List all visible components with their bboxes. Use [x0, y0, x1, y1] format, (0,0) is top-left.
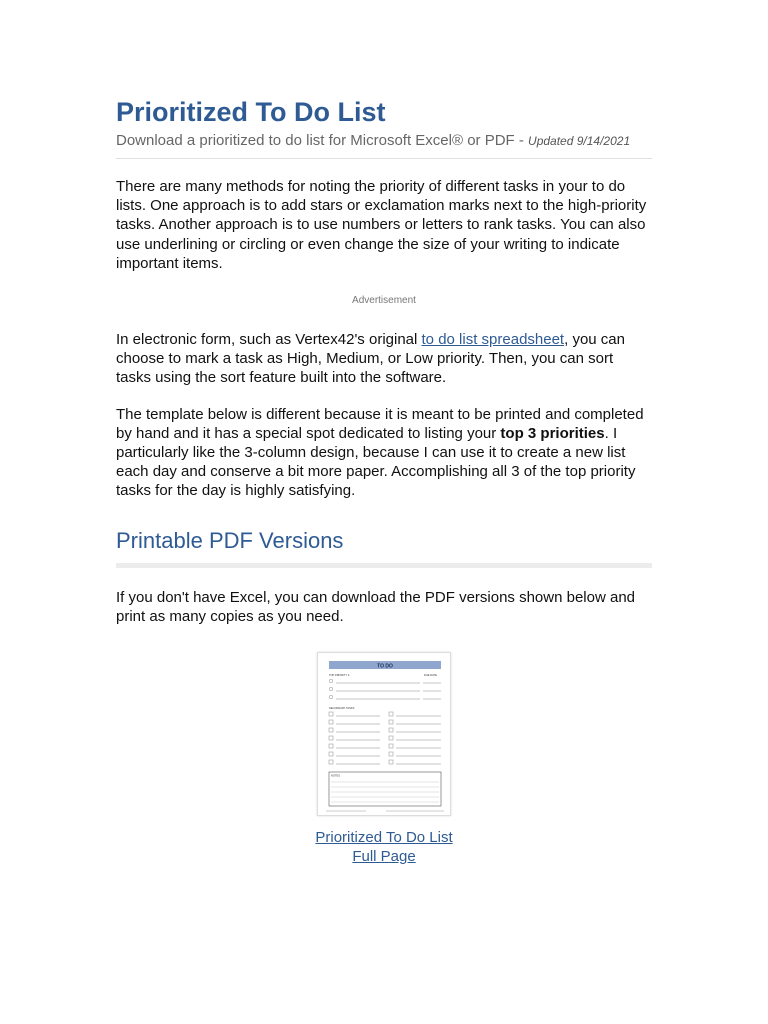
p3-text-before: The template below is different because it is meant to be printed and completed by hand and it has a special spot dedicated to listing your	[116, 405, 644, 442]
thumb-notes-box	[329, 772, 441, 806]
section-heading-pdf: Printable PDF Versions	[116, 527, 652, 568]
thumb-top-rows	[329, 679, 441, 699]
article	[116, 96, 652, 866]
pdf-thumbnail-link[interactable]	[317, 652, 451, 816]
thumb-notes-lines	[331, 782, 439, 802]
page-subtitle	[116, 130, 652, 159]
pdf-thumbnail-image	[318, 653, 450, 815]
p2-text-before: In electronic form, such as Vertex42's original	[116, 331, 422, 349]
thumb-title: TO DO	[377, 663, 393, 670]
pdf-figure	[116, 652, 652, 866]
intro-paragraph-1: There are many methods for noting the priority of different tasks in your to do lists. One approach is to add stars or exclamation marks next to the high-priority tasks. Another approach is to use numbers or letters to rank tasks. You can also use underlining or circling or even change the size of your writing to indicate important items.	[116, 178, 647, 272]
thumb-top-label: TOP PRIORITY 3	[329, 674, 350, 678]
to-do-list-spreadsheet-link[interactable]: to do list spreadsheet	[421, 331, 565, 349]
updated-date: Updated 9/14/2021	[528, 134, 631, 148]
intro-paragraph-2	[116, 330, 652, 388]
advertisement-label: Advertisement	[352, 295, 416, 307]
thumb-notes-label: NOTES	[331, 774, 340, 778]
pdf-paragraph: If you don't have Excel, you can download the PDF versions shown below and print as many copies as you need.	[116, 588, 636, 625]
caption-line-2: Full Page	[352, 848, 416, 866]
pdf-caption	[116, 828, 652, 866]
p3-text-after: . I particularly like the 3-column design, because I can use it to create a new list each day and conserve a bit more paper. Accomplishing all 3 of the top priority tasks for the day is highly satisfying.	[116, 424, 636, 500]
page-title: Prioritized To Do List	[116, 97, 386, 127]
subtitle-text: Download a prioritized to do list for Microsoft Excel® or PDF -	[116, 132, 529, 149]
thumb-due-label: DUE DATE	[424, 674, 437, 678]
caption-line-1: Prioritized To Do List	[315, 829, 453, 847]
thumb-task-rows	[329, 712, 441, 764]
intro-paragraph-3	[116, 405, 652, 501]
p3-bold-text: top 3 priorities	[500, 424, 605, 442]
prioritized-to-do-list-link[interactable]	[315, 829, 452, 865]
thumb-tasks-label: SECONDARY TASKS	[329, 707, 355, 711]
p2-text-after: , you can choose to mark a task as High, Medium, or Low priority. Then, you can sort tasks using the sort feature built into the software.	[116, 331, 625, 387]
